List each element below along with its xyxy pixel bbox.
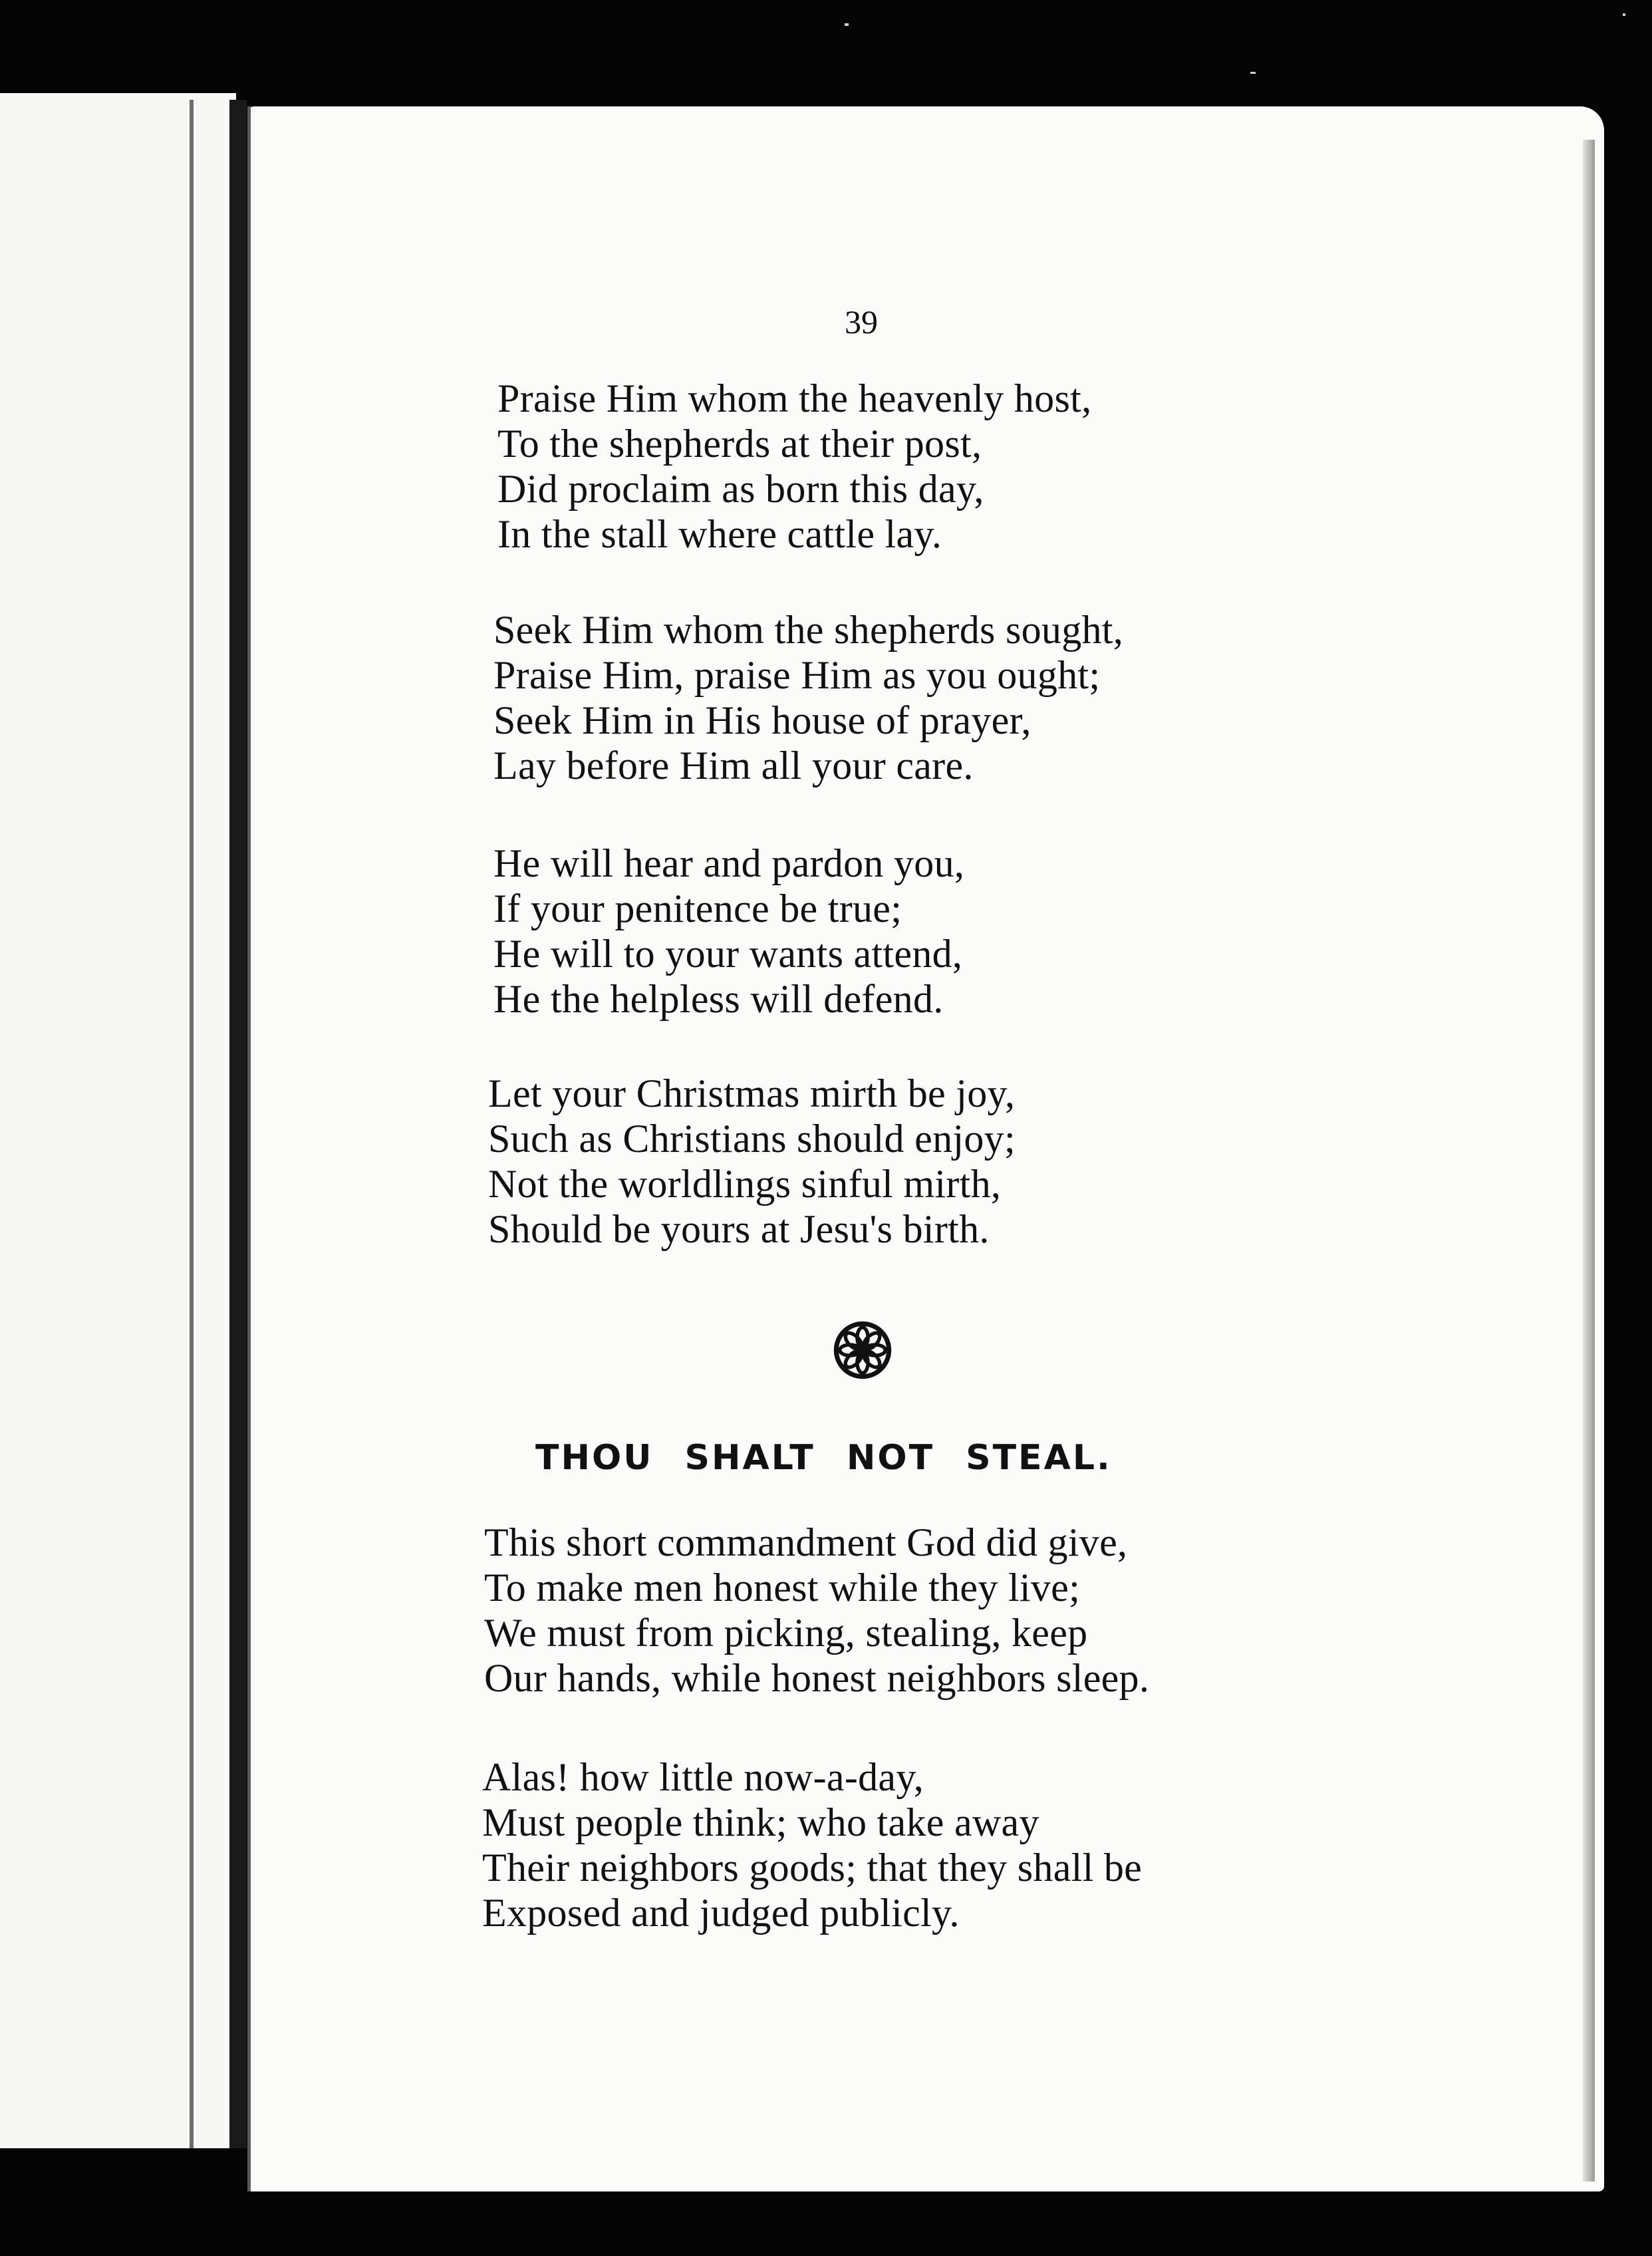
poem-line: Lay before Him all your care.	[493, 744, 974, 787]
poem-title: THOU SHALT NOT STEAL.	[535, 1438, 1112, 1478]
poem-line: Let your Christmas mirth be joy,	[488, 1071, 1016, 1115]
poem-line: This short commandment God did give,	[484, 1520, 1128, 1564]
page-spine-line	[247, 106, 251, 2191]
poem-stanza	[484, 1520, 1149, 1701]
poem-line: Must people think; who take away	[482, 1800, 1039, 1844]
poem-line: Our hands, while honest neighbors sleep.	[484, 1656, 1150, 1700]
left-page-edge	[190, 100, 194, 2148]
poem-line: Such as Christians should enjoy;	[488, 1117, 1016, 1161]
poem-stanza	[497, 376, 1091, 557]
poem-line: He the helpless will defend.	[493, 977, 944, 1021]
poem-line: Should be yours at Jesu's birth.	[488, 1207, 990, 1251]
scan-speck	[845, 23, 849, 26]
poem-line: Seek Him in His house of prayer,	[493, 698, 1032, 742]
page-number: 39	[845, 303, 878, 341]
poem-stanza	[488, 1071, 1016, 1252]
poem-line: We must from picking, stealing, keep	[484, 1611, 1088, 1655]
poem-line: Praise Him whom the heavenly host,	[497, 376, 1092, 420]
poem-line: To make men honest while they live;	[484, 1566, 1081, 1610]
poem-stanza	[482, 1755, 1142, 1935]
poem-line: He will to your wants attend,	[493, 932, 963, 976]
scan-speck	[1250, 72, 1256, 74]
scan-speck	[1623, 13, 1625, 16]
poem-line: To the shepherds at their post,	[497, 422, 982, 466]
poem-line: Their neighbors goods; that they shall be	[482, 1846, 1143, 1890]
poem-line: He will hear and pardon you,	[493, 841, 965, 885]
poem-line: If your penitence be true;	[493, 887, 902, 930]
left-facing-page	[0, 93, 236, 2148]
poem-line: In the stall where cattle lay.	[497, 512, 942, 556]
poem-line: Did proclaim as born this day,	[497, 467, 984, 511]
floral-wheel-ornament-icon	[833, 1320, 893, 1380]
book-gutter	[229, 100, 247, 2148]
poem-line: Not the worldlings sinful mirth,	[488, 1162, 1002, 1206]
poem-stanza	[493, 841, 964, 1022]
poem-line: Seek Him whom the shepherds sought,	[493, 608, 1124, 652]
poem-line: Exposed and judged publicly.	[482, 1891, 960, 1935]
poem-stanza	[493, 607, 1123, 788]
poem-line: Alas! how little now-a-day,	[482, 1755, 924, 1799]
poem-line: Praise Him, praise Him as you ought;	[493, 653, 1101, 697]
page-edge-shadow	[1583, 140, 1595, 2182]
